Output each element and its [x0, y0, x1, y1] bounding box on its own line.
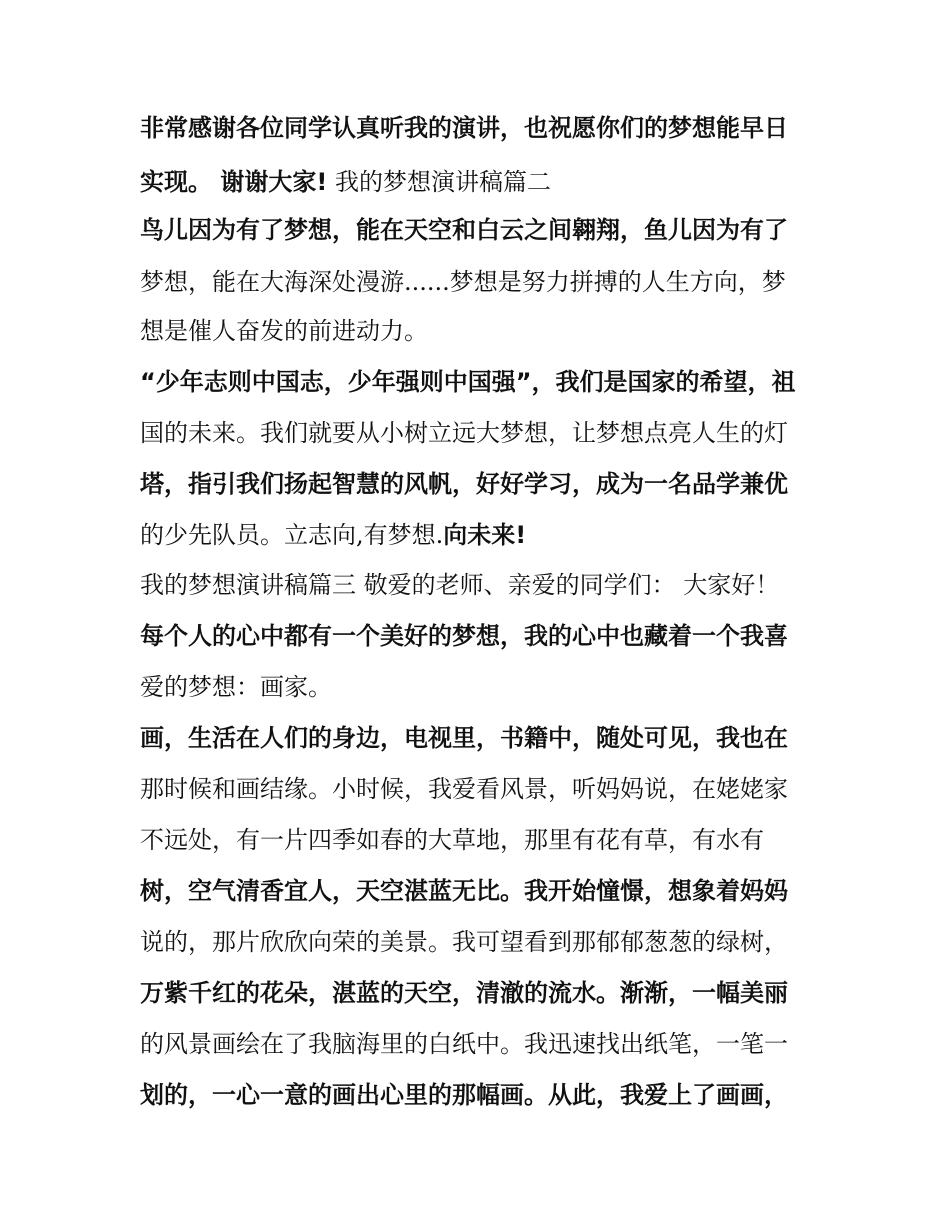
text-line — [140, 260, 820, 304]
text-run: 塔，指引我们扬起智慧的风帆，好好学习，成为一名品学兼优 — [140, 470, 788, 498]
text-line — [140, 818, 820, 862]
text-line — [140, 920, 820, 964]
text-line — [140, 309, 820, 353]
text-run: 每个人的心中都有一个美好的梦想，我的心中也藏着一个我喜 — [140, 622, 788, 650]
text-run: 鸟儿因为有了梦想，能在天空和白云之间翱翔，鱼儿因为有了 — [140, 216, 788, 244]
text-line — [140, 869, 820, 913]
text-line — [140, 1022, 820, 1066]
section-heading: 我的梦想演讲稿篇二 — [327, 168, 551, 196]
section-heading: 我的梦想演讲稿篇三 敬爱的老师、亲爱的同学们： 大家好！ — [140, 571, 780, 599]
text-run: “少年志则中国志，少年强则中国强”，我们是国家的希望，祖 — [140, 368, 796, 396]
text-line — [140, 106, 820, 150]
text-run: 的少先队员。立志向,有梦想. — [140, 521, 444, 549]
text-line — [140, 767, 820, 811]
text-line — [140, 208, 820, 252]
text-run: 说的，那片欣欣向荣的美景。我可望看到那郁郁葱葱的绿树， — [140, 928, 788, 956]
text-run: 国的未来。我们就要从小树立远大梦想，让梦想点亮人生的灯 — [140, 419, 788, 447]
text-run: 向未来! — [443, 521, 527, 549]
text-line — [140, 360, 820, 404]
text-line — [140, 1073, 820, 1117]
text-line — [140, 971, 820, 1015]
text-run: 想是催人奋发的前进动力。 — [140, 317, 428, 345]
text-line — [140, 160, 820, 204]
text-run: 画，生活在人们的身边，电视里，书籍中，随处可见，我也在 — [140, 724, 788, 752]
text-run: 划的，一心一意的画出心里的那幅画。从此，我爱上了画画， — [140, 1081, 788, 1109]
text-run: 不远处，有一片四季如春的大草地，那里有花有草，有水有 — [140, 826, 764, 854]
text-run: 的风景画绘在了我脑海里的白纸中。我迅速找出纸笔，一笔一 — [140, 1030, 788, 1058]
text-run: 实现。 谢谢大家! — [140, 168, 328, 196]
text-run: 梦想，能在大海深处漫游......梦想是努力拼搏的人生方向，梦 — [140, 268, 786, 296]
text-run: 爱的梦想：画家。 — [140, 673, 332, 701]
text-line — [140, 614, 820, 658]
text-line — [140, 462, 820, 506]
text-line — [140, 563, 820, 607]
text-line — [140, 716, 820, 760]
text-line — [140, 513, 820, 557]
text-run: 万紫千红的花朵，湛蓝的天空，清澈的流水。渐渐，一幅美丽 — [140, 979, 788, 1007]
text-run: 那时候和画结缘。小时候，我爱看风景，听妈妈说，在姥姥家 — [140, 775, 788, 803]
text-run: 非常感谢各位同学认真听我的演讲，也祝愿你们的梦想能早日 — [140, 114, 788, 142]
text-line — [140, 411, 820, 455]
text-line — [140, 665, 820, 709]
text-run: 树，空气清香宜人，天空湛蓝无比。我开始憧憬，想象着妈妈 — [140, 877, 788, 905]
